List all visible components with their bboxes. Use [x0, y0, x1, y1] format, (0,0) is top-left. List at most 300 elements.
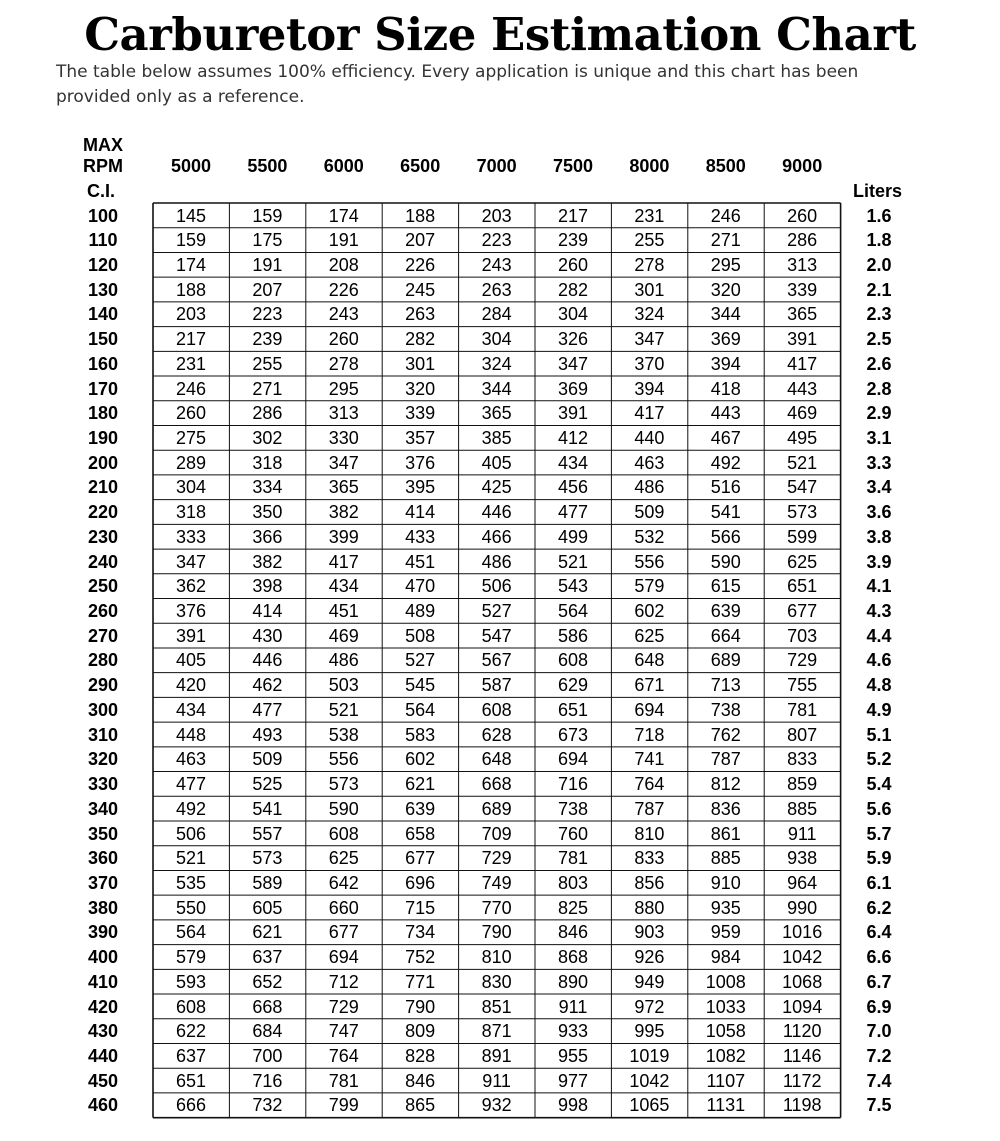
- liters-label-300: 4.9: [866, 699, 892, 720]
- table-cell: 145: [175, 205, 207, 226]
- table-cell: 391: [175, 625, 207, 646]
- table-cell: 398: [252, 576, 283, 597]
- liters-label-450: 7.4: [866, 1070, 892, 1091]
- table-cell: 543: [557, 576, 589, 597]
- table-cell: 689: [481, 798, 512, 819]
- table-cell: 284: [481, 304, 512, 325]
- table-cell: 762: [710, 724, 741, 745]
- table-cell: 911: [482, 1070, 511, 1091]
- table-cell: 347: [175, 551, 207, 572]
- ci-label-380: 380: [87, 897, 119, 918]
- ci-label-210: 210: [87, 477, 119, 498]
- table-cell: 304: [557, 304, 589, 325]
- table-cell: 391: [557, 403, 589, 424]
- table-cell: 749: [481, 872, 512, 893]
- table-cell: 405: [481, 452, 512, 473]
- table-cell: 417: [787, 353, 818, 374]
- table-cell: 651: [175, 1070, 207, 1091]
- table-cell: 550: [175, 897, 207, 918]
- table-cell: 477: [557, 502, 589, 523]
- table-cell: 729: [787, 650, 818, 671]
- ci-label-330: 330: [87, 774, 119, 795]
- table-cell: 239: [557, 230, 589, 251]
- table-cell: 703: [787, 625, 818, 646]
- table-cell: 521: [175, 848, 207, 869]
- table-cell: 188: [405, 205, 436, 226]
- table-cell: 770: [481, 897, 512, 918]
- table-cell: 350: [252, 502, 283, 523]
- rpm-header-6500: 6500: [400, 156, 441, 176]
- table-cell: 362: [175, 576, 207, 597]
- table-cell: 648: [481, 749, 512, 770]
- table-cell: 286: [787, 230, 818, 251]
- table-cell: 456: [557, 477, 589, 498]
- liters-label-320: 5.2: [866, 749, 892, 770]
- table-cell: 207: [405, 230, 436, 251]
- ci-label-420: 420: [87, 996, 119, 1017]
- table-cell: 318: [252, 452, 283, 473]
- table-cell: 622: [175, 1021, 207, 1042]
- table-cell: 440: [634, 427, 665, 448]
- ci-label-150: 150: [87, 329, 119, 350]
- table-cell: 807: [787, 724, 818, 745]
- liters-label-330: 5.4: [866, 774, 892, 795]
- table-cell: 263: [405, 304, 436, 325]
- ci-label-220: 220: [87, 502, 119, 523]
- table-cell: 217: [175, 329, 207, 350]
- table-cell: 1198: [782, 1095, 822, 1116]
- table-cell: 433: [405, 526, 436, 547]
- table-cell: 434: [328, 576, 359, 597]
- liters-label-110: 1.8: [866, 230, 892, 251]
- table-cell: 430: [252, 625, 283, 646]
- ci-label-400: 400: [87, 947, 119, 968]
- liters-label-440: 7.2: [866, 1045, 892, 1066]
- table-cell: 781: [557, 848, 589, 869]
- table-cell: 830: [481, 971, 512, 992]
- table-cell: 486: [481, 551, 512, 572]
- rpm-header-6000: 6000: [323, 156, 364, 176]
- table-cell: 790: [405, 996, 436, 1017]
- liters-label-310: 5.1: [866, 724, 892, 745]
- table-cell: 964: [787, 872, 818, 893]
- table-cell: 357: [405, 427, 436, 448]
- table-cell: 1008: [705, 971, 746, 992]
- header-max-label: MAX: [83, 135, 123, 155]
- table-cell: 226: [328, 279, 359, 300]
- liters-label-150: 2.5: [866, 329, 892, 350]
- table-cell: 812: [710, 774, 741, 795]
- table-cell: 344: [710, 304, 741, 325]
- table-cell: 771: [405, 971, 436, 992]
- table-cell: 414: [405, 502, 436, 523]
- table-cell: 625: [328, 848, 359, 869]
- table-cell: 278: [634, 254, 665, 275]
- liters-label-130: 2.1: [866, 279, 892, 300]
- table-cell: 810: [481, 947, 512, 968]
- table-cell: 239: [252, 329, 283, 350]
- table-cell: 668: [481, 774, 512, 795]
- table-cell: 203: [175, 304, 207, 325]
- liters-label-400: 6.6: [866, 947, 892, 968]
- table-cell: 486: [328, 650, 359, 671]
- table-cell: 382: [328, 502, 359, 523]
- table-cell: 255: [634, 230, 665, 251]
- table-cell: 313: [787, 254, 818, 275]
- table-cell: 648: [634, 650, 665, 671]
- header-ci-label: C.I.: [87, 181, 116, 201]
- liters-label-460: 7.5: [866, 1095, 892, 1116]
- table-cell: 938: [787, 848, 818, 869]
- table-cell: 903: [634, 922, 665, 943]
- table-cell: 525: [252, 774, 283, 795]
- table-cell: 696: [405, 872, 436, 893]
- table-cell: 492: [710, 452, 741, 473]
- table-cell: 712: [328, 971, 359, 992]
- table-cell: 260: [787, 205, 818, 226]
- table-cell: 434: [557, 452, 589, 473]
- table-cell: 567: [481, 650, 512, 671]
- table-cell: 629: [557, 675, 589, 696]
- table-cell: 191: [328, 230, 359, 251]
- ci-label-350: 350: [87, 823, 119, 844]
- ci-label-250: 250: [87, 576, 119, 597]
- table-cell: 694: [328, 947, 359, 968]
- liters-label-390: 6.4: [866, 922, 892, 943]
- liters-label-190: 3.1: [866, 427, 892, 448]
- table-cell: 320: [710, 279, 741, 300]
- table-cell: 885: [787, 798, 818, 819]
- table-cell: 709: [481, 823, 512, 844]
- liters-label-120: 2.0: [866, 254, 892, 275]
- table-cell: 503: [328, 675, 359, 696]
- table-cell: 861: [710, 823, 741, 844]
- table-cell: 573: [252, 848, 283, 869]
- table-cell: 508: [405, 625, 436, 646]
- rpm-header-8000: 8000: [629, 156, 670, 176]
- table-cell: 477: [252, 699, 283, 720]
- table-cell: 932: [481, 1095, 512, 1116]
- ci-label-450: 450: [87, 1070, 119, 1091]
- table-cell: 463: [634, 452, 665, 473]
- table-cell: 590: [328, 798, 359, 819]
- table-cell: 615: [710, 576, 741, 597]
- table-cell: 188: [175, 279, 207, 300]
- table-cell: 324: [481, 353, 512, 374]
- table-cell: 382: [252, 551, 283, 572]
- table-cell: 911: [558, 996, 588, 1017]
- table-cell: 243: [328, 304, 359, 325]
- table-cell: 203: [481, 205, 512, 226]
- table-cell: 608: [557, 650, 589, 671]
- ci-label-390: 390: [87, 922, 119, 943]
- liters-label-420: 6.9: [866, 996, 892, 1017]
- table-cell: 677: [787, 601, 818, 622]
- liters-label-350: 5.7: [866, 823, 892, 844]
- table-cell: 977: [557, 1070, 589, 1091]
- table-cell: 1033: [705, 996, 746, 1017]
- liters-label-210: 3.4: [866, 477, 892, 498]
- table-cell: 803: [557, 872, 589, 893]
- table-cell: 593: [175, 971, 207, 992]
- table-cell: 579: [634, 576, 665, 597]
- table-cell: 859: [787, 774, 818, 795]
- table-cell: 333: [175, 526, 207, 547]
- table-cell: 330: [328, 427, 359, 448]
- table-cell: 521: [328, 699, 359, 720]
- table-cell: 990: [787, 897, 818, 918]
- table-cell: 365: [787, 304, 818, 325]
- liters-label-360: 5.9: [866, 848, 892, 869]
- ci-label-110: 110: [88, 230, 118, 251]
- table-cell: 1058: [705, 1021, 746, 1042]
- table-cell: 541: [710, 502, 741, 523]
- table-cell: 1065: [629, 1095, 670, 1116]
- table-cell: 651: [787, 576, 818, 597]
- table-cell: 535: [175, 872, 207, 893]
- table-cell: 347: [557, 353, 589, 374]
- table-cell: 492: [175, 798, 207, 819]
- table-cell: 871: [481, 1021, 512, 1042]
- table-cell: 324: [634, 304, 665, 325]
- table-cell: 174: [328, 205, 359, 226]
- ci-label-240: 240: [87, 551, 119, 572]
- liters-label-200: 3.3: [866, 452, 892, 473]
- table-cell: 732: [252, 1095, 283, 1116]
- liters-label-180: 2.9: [866, 403, 892, 424]
- liters-label-410: 6.7: [866, 971, 892, 992]
- ci-label-310: 310: [87, 724, 119, 745]
- table-cell: 451: [328, 601, 359, 622]
- table-cell: 637: [252, 947, 283, 968]
- table-cell: 443: [710, 403, 741, 424]
- table-cell: 208: [328, 254, 359, 275]
- table-cell: 425: [481, 477, 512, 498]
- table-cell: 885: [710, 848, 741, 869]
- table-cell: 489: [405, 601, 436, 622]
- ci-label-260: 260: [87, 601, 119, 622]
- table-cell: 289: [175, 452, 207, 473]
- table-cell: 334: [252, 477, 283, 498]
- table-cell: 175: [252, 230, 283, 251]
- table-cell: 255: [252, 353, 283, 374]
- table-cell: 448: [175, 724, 207, 745]
- table-cell: 366: [252, 526, 283, 547]
- table-cell: 443: [787, 378, 818, 399]
- table-cell: 566: [710, 526, 741, 547]
- table-cell: 621: [405, 774, 436, 795]
- liters-label-270: 4.4: [866, 625, 892, 646]
- table-cell: 495: [787, 427, 818, 448]
- table-cell: 718: [634, 724, 665, 745]
- liters-label-140: 2.3: [866, 304, 892, 325]
- table-cell: 639: [405, 798, 436, 819]
- table-cell: 469: [787, 403, 818, 424]
- ci-label-280: 280: [87, 650, 119, 671]
- table-cell: 275: [175, 427, 207, 448]
- liters-label-370: 6.1: [866, 872, 892, 893]
- table-cell: 217: [557, 205, 589, 226]
- header-rpm-label: RPM: [83, 156, 123, 176]
- table-cell: 752: [405, 947, 436, 968]
- ci-label-370: 370: [87, 872, 119, 893]
- table-cell: 405: [175, 650, 207, 671]
- table-cell: 226: [405, 254, 436, 275]
- table-cell: 499: [557, 526, 589, 547]
- table-cell: 1094: [782, 996, 823, 1017]
- table-cell: 207: [252, 279, 283, 300]
- ci-label-340: 340: [87, 798, 119, 819]
- table-cell: 231: [175, 353, 207, 374]
- liters-label-240: 3.9: [866, 551, 892, 572]
- table-cell: 493: [252, 724, 283, 745]
- table-cell: 509: [634, 502, 665, 523]
- table-cell: 547: [481, 625, 512, 646]
- table-cell: 446: [252, 650, 283, 671]
- table-cell: 506: [175, 823, 207, 844]
- table-cell: 1082: [705, 1045, 746, 1066]
- table-cell: 694: [557, 749, 589, 770]
- table-cell: 590: [710, 551, 741, 572]
- table-cell: 729: [481, 848, 512, 869]
- table-cell: 547: [787, 477, 818, 498]
- table-cell: 741: [634, 749, 665, 770]
- ci-label-190: 190: [87, 427, 119, 448]
- table-cell: 278: [328, 353, 359, 374]
- table-cell: 506: [481, 576, 512, 597]
- table-cell: 557: [252, 823, 283, 844]
- liters-label-380: 6.2: [866, 897, 892, 918]
- table-cell: 1042: [782, 947, 823, 968]
- table-cell: 658: [405, 823, 436, 844]
- ci-label-320: 320: [87, 749, 119, 770]
- header-liters-label: Liters: [853, 181, 903, 201]
- table-cell: 689: [710, 650, 741, 671]
- table-cell: 417: [634, 403, 665, 424]
- table-cell: 1120: [782, 1021, 822, 1042]
- chart-note: The table below assumes 100% efficiency. Every application is unique and this chart has been provided only as a reference.: [56, 62, 859, 107]
- table-cell: 466: [481, 526, 512, 547]
- table-cell: 865: [405, 1095, 436, 1116]
- table-cell: 521: [557, 551, 589, 572]
- ci-label-140: 140: [87, 304, 119, 325]
- table-cell: 223: [252, 304, 283, 325]
- rpm-header-7500: 7500: [552, 156, 594, 176]
- table-cell: 486: [634, 477, 665, 498]
- table-cell: 516: [710, 477, 741, 498]
- liters-label-290: 4.8: [866, 675, 892, 696]
- table-cell: 418: [710, 378, 741, 399]
- table-cell: 302: [252, 427, 283, 448]
- table-cell: 1131: [706, 1095, 746, 1116]
- table-cell: 972: [634, 996, 665, 1017]
- table-cell: 313: [328, 403, 359, 424]
- liters-label-230: 3.8: [866, 526, 892, 547]
- table-cell: 463: [175, 749, 207, 770]
- table-cell: 532: [634, 526, 665, 547]
- table-cell: 833: [787, 749, 818, 770]
- table-cell: 935: [710, 897, 741, 918]
- table-cell: 385: [481, 427, 512, 448]
- rpm-header-5000: 5000: [170, 156, 212, 176]
- table-cell: 304: [175, 477, 207, 498]
- table-cell: 1019: [629, 1045, 670, 1066]
- table-cell: 828: [405, 1045, 436, 1066]
- ci-label-120: 120: [87, 254, 119, 275]
- table-cell: 370: [634, 353, 665, 374]
- table-cell: 295: [328, 378, 359, 399]
- rpm-header-5500: 5500: [247, 156, 288, 176]
- table-cell: 365: [328, 477, 359, 498]
- table-cell: 787: [710, 749, 741, 770]
- table-cell: 602: [405, 749, 436, 770]
- table-cell: 846: [405, 1070, 436, 1091]
- table-cell: 652: [252, 971, 283, 992]
- table-cell: 668: [252, 996, 283, 1017]
- table-cell: 243: [481, 254, 512, 275]
- table-cell: 556: [328, 749, 359, 770]
- table-cell: 713: [710, 675, 741, 696]
- table-cell: 910: [710, 872, 741, 893]
- liters-label-100: 1.6: [866, 205, 892, 226]
- table-cell: 998: [557, 1095, 589, 1116]
- rpm-header-9000: 9000: [782, 156, 823, 176]
- ci-label-170: 170: [87, 378, 119, 399]
- table-cell: 856: [634, 872, 665, 893]
- table-cell: 573: [787, 502, 818, 523]
- table-cell: 564: [405, 699, 436, 720]
- table-cell: 395: [405, 477, 436, 498]
- table-cell: 477: [175, 774, 207, 795]
- table-cell: 271: [710, 230, 741, 251]
- table-cell: 326: [557, 329, 589, 350]
- table-cell: 391: [787, 329, 818, 350]
- table-cell: 790: [481, 922, 512, 943]
- table-cell: 159: [175, 230, 207, 251]
- table-cell: 926: [634, 947, 665, 968]
- rpm-header-7000: 7000: [476, 156, 517, 176]
- ci-label-270: 270: [87, 625, 119, 646]
- table-cell: 625: [787, 551, 818, 572]
- chart-title: Carburetor Size Estimation Chart: [84, 8, 916, 61]
- liters-label-260: 4.3: [866, 601, 892, 622]
- table-cell: 394: [634, 378, 665, 399]
- table-cell: 414: [252, 601, 283, 622]
- table-cell: 301: [634, 279, 665, 300]
- table-cell: 715: [405, 897, 436, 918]
- table-cell: 673: [557, 724, 589, 745]
- table-cell: 417: [328, 551, 359, 572]
- table-cell: 541: [252, 798, 283, 819]
- table-cell: 642: [328, 872, 359, 893]
- table-cell: 995: [634, 1021, 665, 1042]
- table-cell: 451: [405, 551, 436, 572]
- table-cell: 583: [405, 724, 436, 745]
- table-cell: 651: [557, 699, 589, 720]
- table-cell: 446: [481, 502, 512, 523]
- ci-label-460: 460: [87, 1095, 119, 1116]
- table-cell: 700: [252, 1045, 283, 1066]
- table-cell: 1107: [706, 1070, 746, 1091]
- table-cell: 734: [405, 922, 436, 943]
- table-cell: 527: [481, 601, 512, 622]
- table-cell: 836: [710, 798, 741, 819]
- liters-label-170: 2.8: [866, 378, 892, 399]
- ci-label-290: 290: [87, 675, 119, 696]
- table-cell: 955: [557, 1045, 589, 1066]
- table-cell: 527: [405, 650, 436, 671]
- table-cell: 339: [405, 403, 436, 424]
